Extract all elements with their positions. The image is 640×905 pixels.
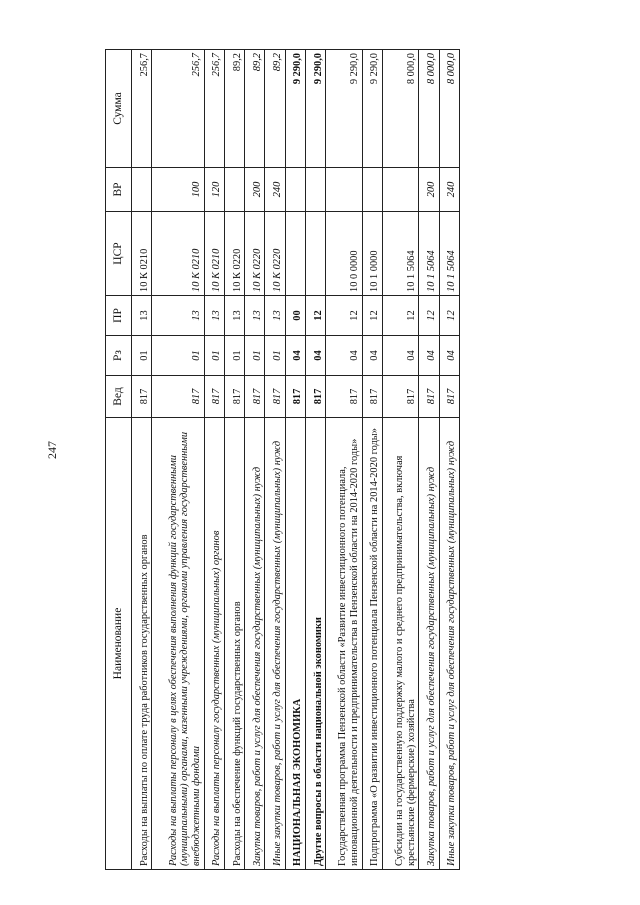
cell-sum: 9 290,0: [362, 50, 382, 168]
cell-sum: 89,2: [224, 50, 244, 168]
cell-vr: [362, 168, 382, 212]
header-name: Наименование: [106, 418, 132, 870]
cell-name: Расходы на обеспечение функций государственных органов: [224, 418, 244, 870]
cell-sum: 9 290,0: [305, 50, 325, 168]
cell-vr: 200: [419, 168, 439, 212]
table-row: [265, 50, 285, 870]
header-rz: Рз: [106, 336, 132, 376]
cell-name: Расходы на выплаты по оплате труда работников государственных органов: [131, 418, 151, 870]
cell-rz: 01: [224, 336, 244, 376]
cell-rz: 04: [382, 336, 418, 376]
header-csr: ЦСР: [106, 212, 132, 296]
page-number: 247: [45, 441, 59, 459]
cell-vr: [326, 168, 362, 212]
header-ved: Вед: [106, 376, 132, 418]
cell-sum: 256,7: [204, 50, 224, 168]
cell-pr: 13: [224, 296, 244, 336]
cell-ved: 817: [326, 376, 362, 418]
cell-rz: 01: [131, 336, 151, 376]
cell-sum: 89,2: [265, 50, 285, 168]
cell-pr: 13: [152, 296, 205, 336]
cell-name: Расходы на выплаты персоналу государственных (муниципальных) органов: [204, 418, 224, 870]
cell-pr: 13: [204, 296, 224, 336]
cell-ved: 817: [204, 376, 224, 418]
cell-ved: 817: [285, 376, 305, 418]
cell-csr: 10 1 0000: [362, 212, 382, 296]
cell-pr: 12: [305, 296, 325, 336]
cell-pr: 12: [326, 296, 362, 336]
table-row: [326, 50, 362, 870]
cell-rz: 04: [439, 336, 459, 376]
cell-name: Иные закупки товаров, работ и услуг для обеспечения государственных (муниципальных) нужд: [265, 418, 285, 870]
cell-csr: 10 К 0220: [224, 212, 244, 296]
cell-pr: 12: [439, 296, 459, 336]
cell-csr: 10 К 0220: [265, 212, 285, 296]
cell-name: Государственная программа Пензенской области «Развитие инвестиционного потенциала, инновационной деятельности и предпринимательства в Пензенской области на 2014-2020 годы»: [326, 418, 362, 870]
cell-rz: 04: [362, 336, 382, 376]
budget-table: [105, 49, 460, 870]
cell-ved: 817: [382, 376, 418, 418]
cell-rz: 04: [285, 336, 305, 376]
cell-vr: [224, 168, 244, 212]
table-row: [204, 50, 224, 870]
table-row: [152, 50, 205, 870]
cell-rz: 01: [152, 336, 205, 376]
cell-ved: 817: [224, 376, 244, 418]
table-row: [305, 50, 325, 870]
cell-name: Подпрограмма «О развитии инвестиционного потенциала Пензенской области на 2014-2020 годы»: [362, 418, 382, 870]
cell-rz: 04: [326, 336, 362, 376]
header-vr: ВР: [106, 168, 132, 212]
table-row: [362, 50, 382, 870]
cell-name: Субсидии на государственную поддержку малого и среднего предпринимательства, включая крестьянские (фермерские) хозяйства: [382, 418, 418, 870]
cell-sum: 256,7: [152, 50, 205, 168]
cell-name: Закупка товаров, работ и услуг для обеспечения государственных (муниципальных) нужд: [419, 418, 439, 870]
cell-pr: 12: [382, 296, 418, 336]
cell-vr: 240: [439, 168, 459, 212]
cell-ved: 817: [362, 376, 382, 418]
cell-csr: 10 К 0220: [245, 212, 265, 296]
cell-csr: 10 1 5064: [419, 212, 439, 296]
rotated-table-container: [105, 50, 460, 870]
cell-rz: 01: [245, 336, 265, 376]
header-sum: Сумма: [106, 50, 132, 168]
cell-vr: 120: [204, 168, 224, 212]
cell-ved: 817: [131, 376, 151, 418]
cell-pr: 12: [362, 296, 382, 336]
cell-sum: 8 000,0: [439, 50, 459, 168]
table-row: [382, 50, 418, 870]
cell-ved: 817: [245, 376, 265, 418]
cell-csr: 10 1 5064: [382, 212, 418, 296]
cell-sum: 9 290,0: [326, 50, 362, 168]
cell-csr: 10 К 0210: [152, 212, 205, 296]
cell-name: Другие вопросы в области национальной экономики: [305, 418, 325, 870]
cell-ved: 817: [419, 376, 439, 418]
cell-vr: [382, 168, 418, 212]
cell-csr: 10 1 5064: [439, 212, 459, 296]
cell-csr: 10 К 0210: [131, 212, 151, 296]
cell-pr: 13: [131, 296, 151, 336]
table-row: [285, 50, 305, 870]
cell-ved: 817: [265, 376, 285, 418]
cell-ved: 817: [439, 376, 459, 418]
cell-rz: 01: [204, 336, 224, 376]
table-row: [131, 50, 151, 870]
cell-vr: 100: [152, 168, 205, 212]
header-pr: ПР: [106, 296, 132, 336]
cell-pr: 00: [285, 296, 305, 336]
cell-rz: 04: [305, 336, 325, 376]
cell-sum: 256,7: [131, 50, 151, 168]
table-row: [439, 50, 459, 870]
cell-csr: [285, 212, 305, 296]
cell-vr: [305, 168, 325, 212]
table-row: [224, 50, 244, 870]
cell-pr: 12: [419, 296, 439, 336]
cell-name: Иные закупки товаров, работ и услуг для обеспечения государственных (муниципальных) нужд: [439, 418, 459, 870]
cell-vr: 200: [245, 168, 265, 212]
cell-ved: 817: [152, 376, 205, 418]
cell-sum: 9 290,0: [285, 50, 305, 168]
cell-csr: 10 К 0210: [204, 212, 224, 296]
cell-ved: 817: [305, 376, 325, 418]
cell-pr: 13: [265, 296, 285, 336]
cell-pr: 13: [245, 296, 265, 336]
cell-vr: [131, 168, 151, 212]
table-row: [419, 50, 439, 870]
table-header-row: [106, 50, 132, 870]
cell-vr: [285, 168, 305, 212]
cell-name: Закупка товаров, работ и услуг для обеспечения государственных (муниципальных) нужд: [245, 418, 265, 870]
cell-sum: 89,2: [245, 50, 265, 168]
cell-rz: 01: [265, 336, 285, 376]
cell-sum: 8 000,0: [382, 50, 418, 168]
cell-name: Расходы на выплаты персоналу в целях обеспечения выполнения функций государственными (муниципальными) органами, казенными учреждениями, органами управления государственными внебюджетными фондами: [152, 418, 205, 870]
cell-name: НАЦИОНАЛЬНАЯ ЭКОНОМИКА: [285, 418, 305, 870]
cell-rz: 04: [419, 336, 439, 376]
cell-csr: [305, 212, 325, 296]
table-row: [245, 50, 265, 870]
cell-sum: 8 000,0: [419, 50, 439, 168]
cell-vr: 240: [265, 168, 285, 212]
cell-csr: 10 0 0000: [326, 212, 362, 296]
